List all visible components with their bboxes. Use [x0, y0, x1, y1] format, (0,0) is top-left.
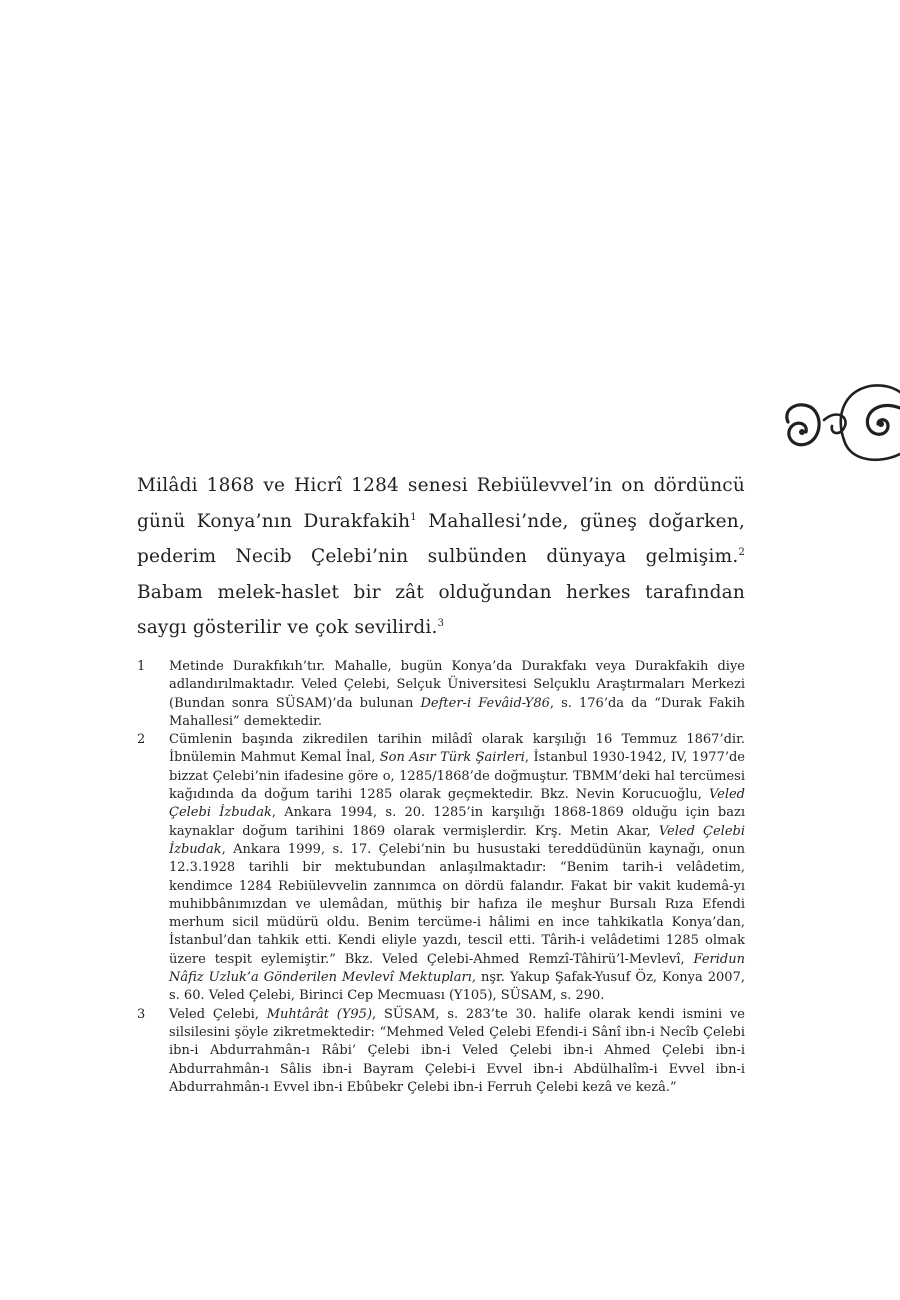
footnote-2	[137, 731, 745, 1005]
footnote-text-segment: , Ankara 1999, s. 17. Çelebi’nin bu husustaki tereddüdünün kaynağı, onun 12.3.1928 tarihli bir mektubundan anlaşılmaktadır: “Benim tarih-i velâdetim, kendimce 1284 Rebiülevvelin zannımca on dördü falandır. Fakat bir vakit kudemâ-yı muhibbânımızdan ve ulemâdan, müthiş bir hafıza ile meşhur Bursalı Rıza Efendi merhum sicil müdürü oldu. Benim tercüme-i hâlimi en ince tahkikatla Konya’dan, İstanbul’dan tahkik etti. Kendi eliyle yazdı, tescil etti. Târih-i velâdetimi 1285 olmak üzere tespit eylemiştir.” Bkz. Veled Çelebi-Ahmed Remzî-Tâhirü’l-Mevlevî,	[169, 841, 745, 967]
footnote-italic-title: Defter-i Fevâid-Y86	[420, 695, 550, 711]
footnote-text-segment: , Ankara 1994, s. 20. 1285’in karşılığı 1868-1869 olduğu için bazı kaynaklar doğum tarihini 1869 olarak vermişlerdir. Krş. Metin Akar,	[169, 805, 745, 839]
footnote-number: 1	[137, 659, 146, 674]
footnote-number: 2	[137, 732, 146, 748]
footnote-ref-3: 3	[437, 617, 445, 629]
swirl-ornament-icon	[780, 378, 900, 468]
footnote-3	[137, 1006, 745, 1097]
footnote-text	[169, 1006, 745, 1097]
footnote-text-segment: , İstanbul 1930-1942, IV, 1977’de bizzat Çelebi’nin ifadesine göre o, 1285/1868’de doğmuştur. TBMM’deki hal tercümesi kağıdında da doğum tarihi 1285 olarak geçmektedir. Bkz. Nevin Korucuoğlu,	[169, 750, 745, 803]
main-text-part-3: Babam melek-haslet bir zât olduğundan herkes tarafından saygı gösterilir ve çok sevilirdi.	[137, 581, 745, 638]
footnote-italic-title: Veled Çelebi İzbudak	[169, 787, 745, 821]
footnote-text-segment: Metinde Durakfıkıh’tır. Mahalle, bugün Konya’da Durakfakı veya Durakfakih diye adlandırılmaktadır. Veled Çelebi, Selçuk Üniversitesi Selçuklu Araştırmaları Merkezi (Bundan sonra SÜSAM)’da bulunan	[169, 659, 745, 711]
footnote-text-segment: , SÜSAM, s. 283’te 30. halife olarak kendi ismini ve silsilesini şöyle zikretmektedir: “Mehmed Veled Çelebi Efendi-i Sânî ibn-i Necîb Çelebi ibn-i Abdurrahmân-ı Râbi‘ Çelebi ibn-i Veled Çelebi ibn-i Ahmed Çelebi ibn-i Abdurrahmân-ı Sâlis ibn-i Bayram Çelebi-i Evvel ibn-i Abdülhalîm-i Evvel ibn-i Abdurrahmân-ı Evvel ibn-i Ebûbekr Çelebi ibn-i Ferruh Çelebi kezâ ve kezâ.”	[169, 1006, 746, 1095]
footnote-ref-2: 2	[738, 546, 745, 558]
footnote-italic-title: Feridun Nâfiz Uzluk’a Gönderilen Mevlevî Mektupları,	[169, 951, 745, 986]
footnote-italic-title: Muhtârât (Y95)	[266, 1006, 373, 1022]
footnote-1	[137, 658, 745, 731]
footnote-text	[169, 731, 745, 1005]
footnote-text	[169, 658, 745, 731]
footnotes	[137, 658, 745, 1097]
footnote-text-segment: nşr. Yakup Şafak-Yusuf Öz, Konya 2007, s. 60. Veled Çelebi, Birinci Cep Mecmuası (Y105), SÜSAM, s. 290.	[169, 970, 745, 1004]
footnote-text-segment: Cümlenin başında zikredilen tarihin milâdî olarak karşılığı 16 Temmuz 1867’dir. İbnülemin Mahmut Kemal İnal,	[169, 732, 745, 766]
footnote-italic-title: Veled Çelebi İzbudak	[169, 823, 745, 857]
footnote-text-segment: , s. 176’da da “Durak Fakih Mahallesi” demektedir.	[169, 695, 745, 729]
footnote-text-segment: Veled Çelebi,	[169, 1006, 267, 1022]
main-paragraph	[137, 468, 745, 646]
footnote-ref-1: 1	[410, 511, 417, 523]
footnote-italic-title: Son Asır Türk Şairleri	[379, 750, 525, 766]
main-text-part-2: Mahallesi’nde, güneş doğarken, pederim Necib Çelebi’nin sulbünden dünyaya gelmişim.	[137, 510, 745, 567]
footnote-number: 3	[137, 1006, 146, 1022]
main-text-part-1: Milâdi 1868 ve Hicrî 1284 senesi Rebiülevvel’in on dördüncü günü Konya’nın Durakfakih	[137, 475, 745, 532]
